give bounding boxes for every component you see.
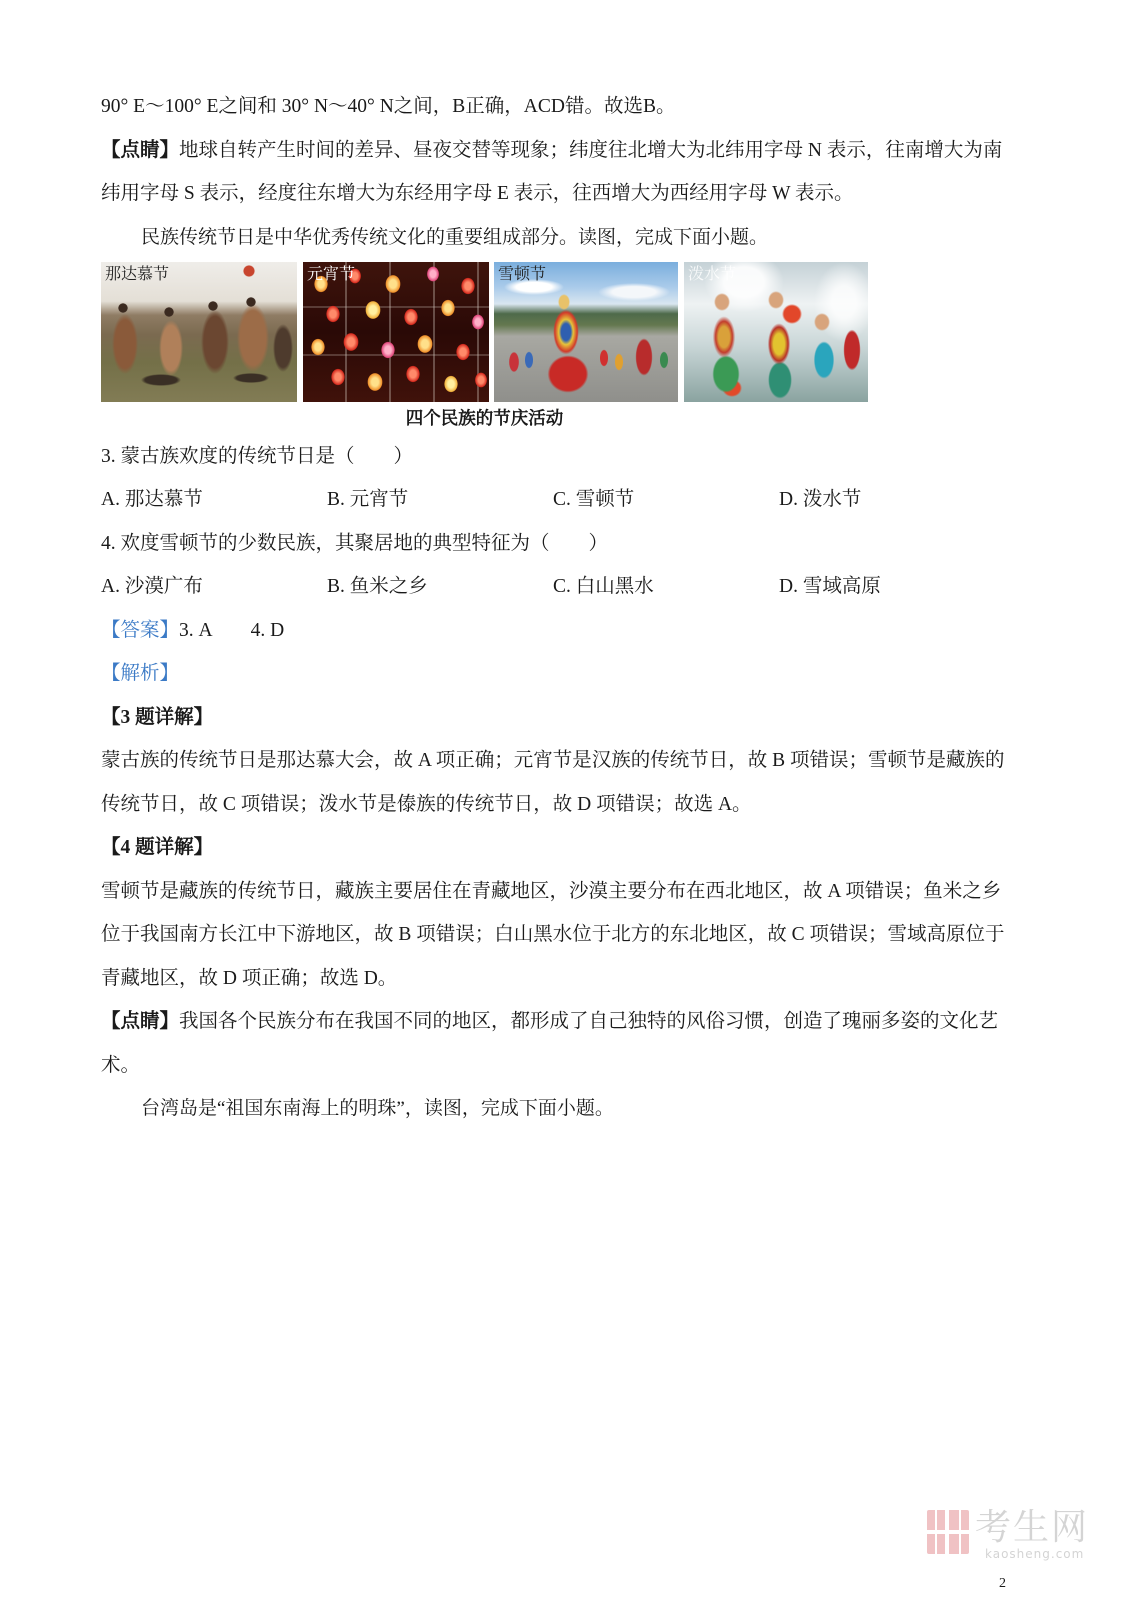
detail-4-line-2: 位于我国南方长江中下游地区，故 B 项错误；白山黑水位于北方的东北地区，故 C 项错误；雪域高原位于 xyxy=(101,924,1005,945)
photo-label: 泼水节 xyxy=(688,266,737,283)
option-b: B. 元宵节 xyxy=(327,489,409,510)
option-b: B. 鱼米之乡 xyxy=(327,576,428,597)
question-3-options xyxy=(101,478,1041,522)
answer-label: 【答案】 xyxy=(101,619,180,641)
detail-4-heading: 【4 题详解】 xyxy=(101,837,214,858)
intro-1: 民族传统节日是中华优秀传统文化的重要组成部分。读图，完成下面小题。 xyxy=(141,226,769,248)
page-number: 2 xyxy=(999,1576,1006,1591)
option-d: D. 雪域高原 xyxy=(779,576,881,597)
question-4-options xyxy=(101,565,1041,609)
option-c: C. 白山黑水 xyxy=(553,576,654,597)
detail-3-heading: 【3 题详解】 xyxy=(101,706,214,728)
analysis-label: 【解析】 xyxy=(101,663,180,684)
answer-item: 3. A xyxy=(179,619,213,641)
tip-2-label: 【点睛】 xyxy=(101,1011,180,1032)
option-d: D. 泼水节 xyxy=(779,489,862,510)
analysis-heading xyxy=(101,652,1041,696)
page-content xyxy=(101,85,1041,1131)
previous-answer-line: 90° E～100° E之间和 30° N～40° N之间，B正确，ACD错。故选B。 xyxy=(101,96,676,117)
answer-item: 4. D xyxy=(250,619,285,641)
photo-label: 元宵节 xyxy=(307,266,356,283)
tip-1-line-1 xyxy=(101,129,1041,173)
photo-nadamu-festival xyxy=(101,262,297,402)
detail-3-line-1: 蒙古族的传统节日是那达慕大会，故 A 项正确；元宵节是汉族的传统节日，故 B 项错误；雪顿节是藏族的 xyxy=(101,750,1005,771)
kaosheng-logo-icon xyxy=(927,1510,969,1554)
tip-1-label: 【点睛】 xyxy=(101,139,180,161)
detail-4-line-3: 青藏地区，故 D 项正确；故选 D。 xyxy=(101,967,398,989)
photo-label: 那达慕节 xyxy=(105,266,170,283)
kaosheng-watermark xyxy=(927,1508,1097,1562)
answer-line xyxy=(101,609,1041,653)
watermark-brand: 考生网 xyxy=(975,1507,1090,1548)
figure-caption: 四个民族的节庆活动 xyxy=(405,408,564,428)
intro-2: 台湾岛是“祖国东南海上的明珠”，读图，完成下面小题。 xyxy=(141,1098,614,1119)
option-a: A. 沙漠广布 xyxy=(101,576,203,597)
detail-3-line-2: 传统节日，故 C 项错误；泼水节是傣族的传统节日，故 D 项错误；故选 A。 xyxy=(101,793,752,815)
tip-2-line-1 xyxy=(101,1000,1041,1044)
tip-2-line-2: 术。 xyxy=(101,1054,141,1076)
photo-shoton-festival xyxy=(494,262,678,402)
option-a: A. 那达慕节 xyxy=(101,489,203,510)
question-3-stem: 3. 蒙古族欢度的传统节日是（ ） xyxy=(101,445,414,467)
festival-photo-strip xyxy=(101,262,868,402)
detail-4-line-1: 雪顿节是藏族的传统节日，藏族主要居住在青藏地区，沙漠主要分布在西北地区，故 A 项错误；鱼米之乡 xyxy=(101,880,1002,902)
tip-2-text: 我国各个民族分布在我国不同的地区，都形成了自己独特的风俗习惯，创造了瑰丽多姿的文化艺 xyxy=(179,1011,999,1032)
watermark-domain: kaosheng.com xyxy=(985,1547,1085,1561)
photo-lantern-festival xyxy=(303,262,489,402)
tip-1-line-2: 纬用字母 S 表示，经度往东增大为东经用字母 E 表示，往西增大为西经用字母 W 表示。 xyxy=(101,183,854,204)
tip-1-text: 地球自转产生时间的差异、昼夜交替等现象；纬度往北增大为北纬用字母 N 表示，往南增大为南 xyxy=(179,139,1003,161)
question-4-stem: 4. 欢度雪顿节的少数民族，其聚居地的典型特征为（ ） xyxy=(101,532,609,554)
photo-label: 雪顿节 xyxy=(498,266,547,283)
photo-water-splashing-festival xyxy=(684,262,868,402)
option-c: C. 雪顿节 xyxy=(553,489,635,510)
